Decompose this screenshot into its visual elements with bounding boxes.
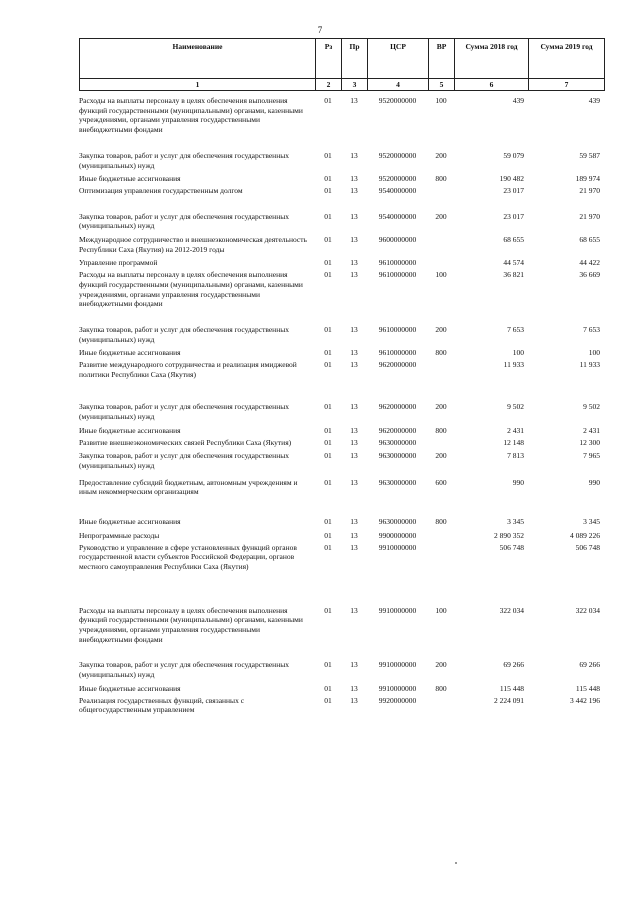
- table-body: [79, 96, 604, 715]
- row-rz: 01: [324, 477, 332, 487]
- row-sum-2019: 3 345: [583, 517, 600, 527]
- row-name: Закупка товаров, работ и услуг для обеспечения государственных (муниципальных) нужд: [79, 402, 290, 422]
- row-name: Предоставление субсидий бюджетным, автономным учреждениям и иным некоммерческим организациям: [79, 477, 298, 497]
- row-csr: 9910000000: [378, 660, 417, 670]
- row-rz: 01: [324, 530, 332, 540]
- row-vr: 800: [435, 174, 447, 184]
- row-name: Управление программой: [79, 258, 158, 268]
- row-vr: 200: [435, 660, 447, 670]
- row-csr: 9620000000: [378, 402, 417, 412]
- row-name: Расходы на выплаты персоналу в целях обеспечения выполнения функций государственными (муниципальными) органами, казенными учреждениями, органами управления государственными внебюджетными фондами: [79, 270, 303, 309]
- table-row: [79, 258, 604, 268]
- row-pr: 13: [350, 211, 358, 221]
- row-sum-2018: 36 821: [503, 270, 524, 280]
- row-sum-2019: 322 034: [575, 605, 600, 615]
- row-name: Иные бюджетные ассигнования: [79, 425, 181, 435]
- row-sum-2019: 189 974: [575, 174, 600, 184]
- row-csr: 9540000000: [378, 211, 417, 221]
- row-sum-2019: 3 442 196: [570, 695, 600, 705]
- row-name: Иные бюджетные ассигнования: [79, 348, 181, 358]
- header-csr: ЦСР: [368, 39, 429, 79]
- header-sum-2019: Сумма 2019 год: [529, 39, 605, 79]
- row-sum-2018: 190 482: [499, 174, 524, 184]
- row-pr: 13: [350, 258, 358, 268]
- row-sum-2019: 4 089 226: [570, 530, 600, 540]
- row-vr: 200: [435, 150, 447, 160]
- row-csr: 9520000000: [378, 150, 417, 160]
- row-rz: 01: [324, 174, 332, 184]
- row-sum-2019: 12 300: [579, 437, 600, 447]
- row-rz: 01: [324, 360, 332, 370]
- row-csr: 9610000000: [378, 324, 417, 334]
- row-sum-2018: 7 813: [507, 451, 524, 461]
- row-sum-2018: 506 748: [499, 542, 524, 552]
- row-csr: 9520000000: [378, 96, 417, 105]
- table-row: [79, 438, 604, 448]
- row-csr: 9540000000: [378, 185, 417, 195]
- header-sum-2018: Сумма 2018 год: [455, 39, 529, 79]
- row-sum-2018: 100: [512, 348, 524, 358]
- table-row: [79, 325, 604, 344]
- row-pr: 13: [350, 477, 358, 487]
- row-csr: 9910000000: [378, 683, 417, 693]
- row-pr: 13: [350, 235, 358, 245]
- row-sum-2019: 9 502: [583, 402, 600, 412]
- row-name: Развитие международного сотрудничества и реализация имиджевой политики Республики Саха (Якутия): [79, 360, 297, 379]
- row-sum-2019: 439: [588, 96, 600, 105]
- row-vr: 100: [435, 96, 447, 105]
- row-pr: 13: [350, 683, 358, 693]
- table-row: [79, 606, 604, 645]
- row-csr: 9630000000: [378, 451, 417, 461]
- row-rz: 01: [324, 660, 332, 670]
- table-row: [79, 348, 604, 358]
- row-rz: 01: [324, 235, 332, 245]
- row-vr: 200: [435, 451, 447, 461]
- row-sum-2018: 23 017: [503, 185, 524, 195]
- table-row: [79, 174, 604, 184]
- row-sum-2019: 69 266: [579, 660, 600, 670]
- row-sum-2018: 115 448: [499, 683, 524, 693]
- row-sum-2018: 68 655: [503, 235, 524, 245]
- row-sum-2019: 115 448: [575, 683, 600, 693]
- row-sum-2018: 2 890 352: [494, 530, 524, 540]
- row-pr: 13: [350, 451, 358, 461]
- row-name: Иные бюджетные ассигнования: [79, 683, 181, 693]
- row-pr: 13: [350, 605, 358, 615]
- header-number: 4: [368, 79, 429, 91]
- row-sum-2018: 44 574: [503, 258, 524, 268]
- row-rz: 01: [324, 517, 332, 527]
- row-sum-2018: 322 034: [499, 605, 524, 615]
- row-vr: 800: [435, 348, 447, 358]
- row-csr: 9900000000: [378, 530, 417, 540]
- row-name: Закупка товаров, работ и услуг для обеспечения государственных (муниципальных) нужд: [79, 660, 290, 680]
- row-vr: 800: [435, 683, 447, 693]
- header-vr: ВР: [429, 39, 455, 79]
- row-sum-2019: 36 669: [579, 270, 600, 280]
- scan-speck: [455, 862, 457, 864]
- row-sum-2018: 9 502: [507, 402, 524, 412]
- row-csr: 9610000000: [378, 258, 417, 268]
- row-sum-2018: 11 933: [503, 360, 524, 370]
- row-csr: 9610000000: [378, 348, 417, 358]
- row-sum-2018: 7 653: [507, 324, 524, 334]
- row-pr: 13: [350, 425, 358, 435]
- table-header: [79, 38, 605, 91]
- header-number: 2: [316, 79, 342, 91]
- row-sum-2019: 506 748: [575, 542, 600, 552]
- row-name: Иные бюджетные ассигнования: [79, 174, 181, 184]
- row-sum-2019: 44 422: [579, 258, 600, 268]
- table-row: [79, 451, 604, 470]
- header-name: Наименование: [80, 39, 316, 79]
- row-sum-2018: 69 266: [503, 660, 524, 670]
- header-number: 6: [455, 79, 529, 91]
- row-pr: 13: [350, 660, 358, 670]
- row-rz: 01: [324, 695, 332, 705]
- page-number: 7: [317, 25, 323, 35]
- row-csr: 9620000000: [378, 425, 417, 435]
- row-pr: 13: [350, 530, 358, 540]
- row-sum-2019: 990: [588, 477, 600, 487]
- row-rz: 01: [324, 211, 332, 221]
- row-csr: 9630000000: [378, 437, 417, 447]
- row-rz: 01: [324, 258, 332, 268]
- table-row: [79, 270, 604, 309]
- row-rz: 01: [324, 542, 332, 552]
- row-pr: 13: [350, 150, 358, 160]
- row-sum-2018: 990: [512, 477, 524, 487]
- table-row: [79, 402, 604, 421]
- row-name: Закупка товаров, работ и услуг для обеспечения государственных (муниципальных) нужд: [79, 211, 290, 231]
- row-pr: 13: [350, 402, 358, 412]
- table-row: [79, 696, 604, 715]
- table-row: [79, 186, 604, 196]
- row-rz: 01: [324, 425, 332, 435]
- row-name: Закупка товаров, работ и услуг для обеспечения государственных (муниципальных) нужд: [79, 150, 290, 170]
- row-pr: 13: [350, 174, 358, 184]
- row-sum-2019: 7 653: [583, 324, 600, 334]
- row-name: Международное сотрудничество и внешнеэкономическая деятельность Республики Саха (Якутия) на 2012-2019 годы: [79, 235, 307, 254]
- row-name: Расходы на выплаты персоналу в целях обеспечения выполнения функций государственными (муниципальными) органами, казенными учреждениями, органами управления государственными внебюджетными фондами: [79, 96, 303, 135]
- row-pr: 13: [350, 437, 358, 447]
- table-row: [79, 235, 604, 254]
- row-csr: 9610000000: [378, 270, 417, 280]
- row-pr: 13: [350, 185, 358, 195]
- table-row: [79, 212, 604, 231]
- row-rz: 01: [324, 150, 332, 160]
- row-sum-2018: 59 079: [503, 150, 524, 160]
- row-sum-2018: 2 224 091: [494, 695, 524, 705]
- row-vr: 200: [435, 402, 447, 412]
- row-sum-2019: 21 970: [579, 185, 600, 195]
- row-name: Расходы на выплаты персоналу в целях обеспечения выполнения функций государственными (муниципальными) органами, казенными учреждениями, органами управления государственными внебюджетными фондами: [79, 605, 303, 644]
- row-name: Закупка товаров, работ и услуг для обеспечения государственных (муниципальных) нужд: [79, 451, 290, 470]
- row-sum-2018: 2 431: [507, 425, 524, 435]
- table-row: [79, 360, 604, 379]
- row-csr: 9630000000: [378, 477, 417, 487]
- row-name: Руководство и управление в сфере установленных функций органов государственной власти субъектов Российской Федерации, органов местного самоуправления Республики Саха (Якутия): [79, 542, 297, 571]
- row-name: Оптимизация управления государственным долгом: [79, 185, 243, 195]
- table-row: [79, 96, 604, 135]
- row-rz: 01: [324, 402, 332, 412]
- row-rz: 01: [324, 451, 332, 461]
- row-pr: 13: [350, 348, 358, 358]
- row-name: Непрограммные расходы: [79, 530, 160, 540]
- row-vr: 100: [435, 605, 447, 615]
- row-pr: 13: [350, 360, 358, 370]
- table-row: [79, 531, 604, 541]
- row-sum-2019: 11 933: [579, 360, 600, 370]
- row-rz: 01: [324, 185, 332, 195]
- row-pr: 13: [350, 324, 358, 334]
- row-vr: 800: [435, 517, 447, 527]
- row-sum-2018: 23 017: [503, 211, 524, 221]
- row-sum-2019: 2 431: [583, 425, 600, 435]
- row-sum-2019: 7 965: [583, 451, 600, 461]
- row-pr: 13: [350, 270, 358, 280]
- row-sum-2019: 21 970: [579, 211, 600, 221]
- row-pr: 13: [350, 542, 358, 552]
- header-number: 1: [80, 79, 316, 91]
- row-sum-2018: 12 148: [503, 437, 524, 447]
- row-vr: 200: [435, 324, 447, 334]
- row-csr: 9630000000: [378, 517, 417, 527]
- row-name: Закупка товаров, работ и услуг для обеспечения государственных (муниципальных) нужд: [79, 324, 290, 344]
- row-pr: 13: [350, 96, 358, 105]
- row-vr: 600: [435, 477, 447, 487]
- row-csr: 9620000000: [378, 360, 417, 370]
- row-vr: 200: [435, 211, 447, 221]
- row-sum-2018: 3 345: [507, 517, 524, 527]
- row-rz: 01: [324, 683, 332, 693]
- header-number: 7: [529, 79, 605, 91]
- row-sum-2019: 59 587: [579, 150, 600, 160]
- table-row: [79, 426, 604, 436]
- header-number: 3: [342, 79, 368, 91]
- header-number: 5: [429, 79, 455, 91]
- header-rz: Рз: [316, 39, 342, 79]
- row-vr: 800: [435, 425, 447, 435]
- row-csr: 9520000000: [378, 174, 417, 184]
- table-row: [79, 478, 604, 497]
- row-csr: 9600000000: [378, 235, 417, 245]
- row-name: Развитие внешнеэкономических связей Республики Саха (Якутия): [79, 437, 292, 447]
- table-row: [79, 543, 604, 572]
- row-rz: 01: [324, 324, 332, 334]
- row-rz: 01: [324, 605, 332, 615]
- row-sum-2019: 68 655: [579, 235, 600, 245]
- row-rz: 01: [324, 270, 332, 280]
- row-pr: 13: [350, 517, 358, 527]
- row-rz: 01: [324, 437, 332, 447]
- table-row: [79, 151, 604, 170]
- row-csr: 9910000000: [378, 542, 417, 552]
- row-name: Реализация государственных функций, связанных с общегосударственным управлением: [79, 695, 245, 715]
- row-sum-2019: 100: [588, 348, 600, 358]
- row-vr: 100: [435, 270, 447, 280]
- table-row: [79, 660, 604, 679]
- table-row: [79, 684, 604, 694]
- row-pr: 13: [350, 695, 358, 705]
- row-csr: 9920000000: [378, 695, 417, 705]
- row-sum-2018: 439: [512, 96, 524, 105]
- row-name: Иные бюджетные ассигнования: [79, 517, 181, 527]
- row-csr: 9910000000: [378, 605, 417, 615]
- table-row: [79, 517, 604, 527]
- row-rz: 01: [324, 348, 332, 358]
- row-rz: 01: [324, 96, 332, 105]
- header-pr: Пр: [342, 39, 368, 79]
